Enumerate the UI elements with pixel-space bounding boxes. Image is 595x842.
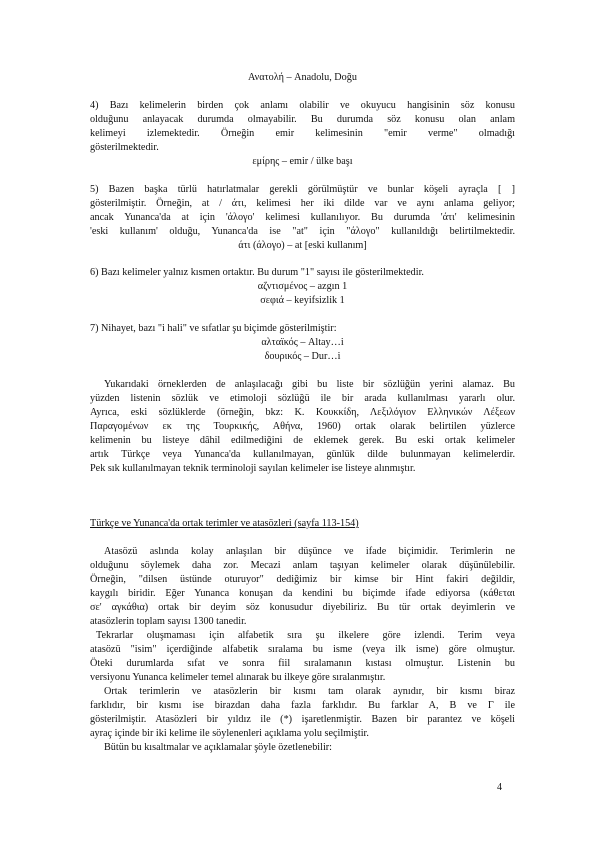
paragraph-proverb-line-1: Atasözü aslında kolay anlaşılan bir düşünce ve ifade biçimidir. Terimlerin ne bbox=[104, 546, 515, 557]
paragraph-summary-line-7: Pek sık kullanılmayan teknik terminoloji sayılan kelimeler ise listeye alınmıştır. bbox=[90, 463, 416, 474]
paragraph-proverb-line-2: olduğunu söylemek daha zor. Mecazi anlam taşıyan kelimeler olarak düşünülebilir. bbox=[90, 560, 515, 571]
paragraph-summary-line-1: Yukarıdaki örneklerden de anlaşılacağı gibi bu liste bir sözlüğün yerini alamaz. Bu bbox=[104, 379, 515, 390]
paragraph-6-line-1: 6) Bazı kelimeler yalnız kısmen ortaktır. Bu durum "1" sayısı ile gösterilmektedir. bbox=[90, 267, 424, 278]
greek-example-dourikos: δουρικός – Dur…i bbox=[264, 351, 341, 362]
paragraph-order-line-2: atasözü "isim" içerdiğinde alfabetik sıralama bu isme (veya ilk isme) göre olmuştur. bbox=[90, 644, 515, 655]
paragraph-5-line-1: 5) Bazen başka türlü hatırlatmalar gerekli görülmüştür ve bunlar köşeli ayraçla [ ] bbox=[90, 184, 515, 195]
paragraph-summary-line-6: artık Türkçe veya Yunanca'da kullanılmayan, günlük dilde bulunmayan kelimelerdir. bbox=[90, 449, 515, 460]
paragraph-5-line-2: gösterilmiştir. Örneğin, at / άτι, kelimesi her iki dilde var ve aynı anlama geliyor; bbox=[90, 198, 515, 209]
paragraph-summary-line-5: kelimenin bu listeye dâhil edilmediğini de eklemek gerek. Bu eski ortak kelimeler bbox=[90, 435, 515, 446]
paragraph-variants-line-1: Ortak terimlerin ve atasözlerin bir kısmı tam olarak aynıdır, bir kısmı biraz bbox=[104, 686, 515, 697]
greek-example-altaikos: αλταϊκός – Altay…i bbox=[261, 337, 344, 348]
paragraph-abbreviations-line: Bütün bu kısaltmalar ve açıklamalar şöyle özetlenebilir: bbox=[104, 742, 333, 753]
paragraph-4-line-1: 4) Bazı kelimelerin birden çok anlamı olabilir ve okuyucu hangisinin söz konusu bbox=[90, 100, 515, 111]
paragraph-variants-line-2: farklıdır, bir kısmı ise birazdan daha fazla farklıdır. Bu farklar A, B ve Γ ile bbox=[90, 700, 515, 711]
paragraph-proverb-line-5: σε' αγκάθια) ortak bir deyim söz konusudur diyebiliriz. Bu tür ortak deyimlerin ve bbox=[90, 602, 515, 613]
paragraph-summary-line-3: Ayrıca, eski sözlüklerde (örneğin, bkz: K. Κουκκίδη, Λεξιλόγιον Ελληνικών Λέξεων bbox=[90, 407, 515, 418]
greek-example-ati: άτι (άλογο) – at [eski kullanım] bbox=[238, 240, 367, 251]
paragraph-summary-line-4: Παραγομένων εκ της Τουρκικής, Αθήνα, 1960) ortak olarak belirtilen yüzlerce bbox=[90, 421, 515, 432]
paragraph-order-line-3: Öteki durumlarda sıfat ve sonra fiil sıralamanın kıstası olmuştur. Listenin bu bbox=[90, 658, 515, 669]
greek-example-anatoli: Ανατολή – Anadolu, Doğu bbox=[248, 72, 357, 83]
paragraph-variants-line-3: gösterilmiştir. Atasözleri bir yıldız ile (*) işaretlenmiştir. Bazen bir parantez ve köşeli bbox=[90, 714, 515, 725]
paragraph-proverb-line-3: Örneğin, "dilsen üstünde oturuyor" dediğimiz bir kimse bir Hint fakiri değildir, bbox=[90, 574, 515, 585]
paragraph-4-line-4: gösterilmektedir. bbox=[90, 142, 159, 153]
paragraph-4-line-3: kelimeyi izlemektedir. Örneğin emir kelimesinin "emir verme" olmadığı bbox=[90, 128, 515, 139]
paragraph-order-line-4: versiyonu Yunanca kelimeler temel alınarak bu ilkeye göre sıralanmıştır. bbox=[90, 672, 386, 683]
paragraph-order-line-1: Tekrarlar oluşmaması için alfabetik sıra şu ilkelere göre izlendi. Terim veya bbox=[96, 630, 515, 641]
greek-example-azntismenos: αζντισμένος – azgın 1 bbox=[257, 281, 348, 292]
paragraph-5-line-4: 'eski kullanım' olduğu, Yunanca'da ise "at" için "άλογο" kullanıldığı belirtilmektedir. bbox=[90, 226, 515, 237]
paragraph-proverb-line-6: atasözlerin toplam sayısı 1300 tanedir. bbox=[90, 616, 247, 627]
greek-example-sefia: σεφιά – keyifsizlik 1 bbox=[260, 295, 345, 306]
paragraph-variants-line-4: ayraç içinde bir iki kelime ile söylenenleri açıklama yolu seçilmiştir. bbox=[90, 728, 369, 739]
greek-example-emiris: εμίρης – emir / ülke başı bbox=[252, 156, 353, 167]
section-heading: Türkçe ve Yunanca'da ortak terimler ve atasözleri (sayfa 113-154) bbox=[90, 518, 359, 529]
paragraph-5-line-3: ancak Yunanca'da at için 'άλογο' kelimesi kullanılıyor. Bu durumda 'άτι' kelimesinin bbox=[90, 212, 515, 223]
paragraph-7-line-1: 7) Nihayet, bazı "i hali" ve sıfatlar şu biçimde gösterilmiştir: bbox=[90, 323, 337, 334]
page-number: 4 bbox=[497, 782, 502, 793]
paragraph-proverb-line-4: kaygılı biridir. Eğer Yunanca konuşan da kendini bu biçimde ifade ediyorsa (κάθεται bbox=[90, 588, 515, 599]
paragraph-summary-line-2: yüzden listenin sözlük ve etimoloji sözlüğü ile bir arada kullanılması yararlı olur. bbox=[90, 393, 515, 404]
paragraph-4-line-2: olduğunu anlayacak durumda olmayabilir. Bu durumda söz konusu olan anlam bbox=[90, 114, 515, 125]
